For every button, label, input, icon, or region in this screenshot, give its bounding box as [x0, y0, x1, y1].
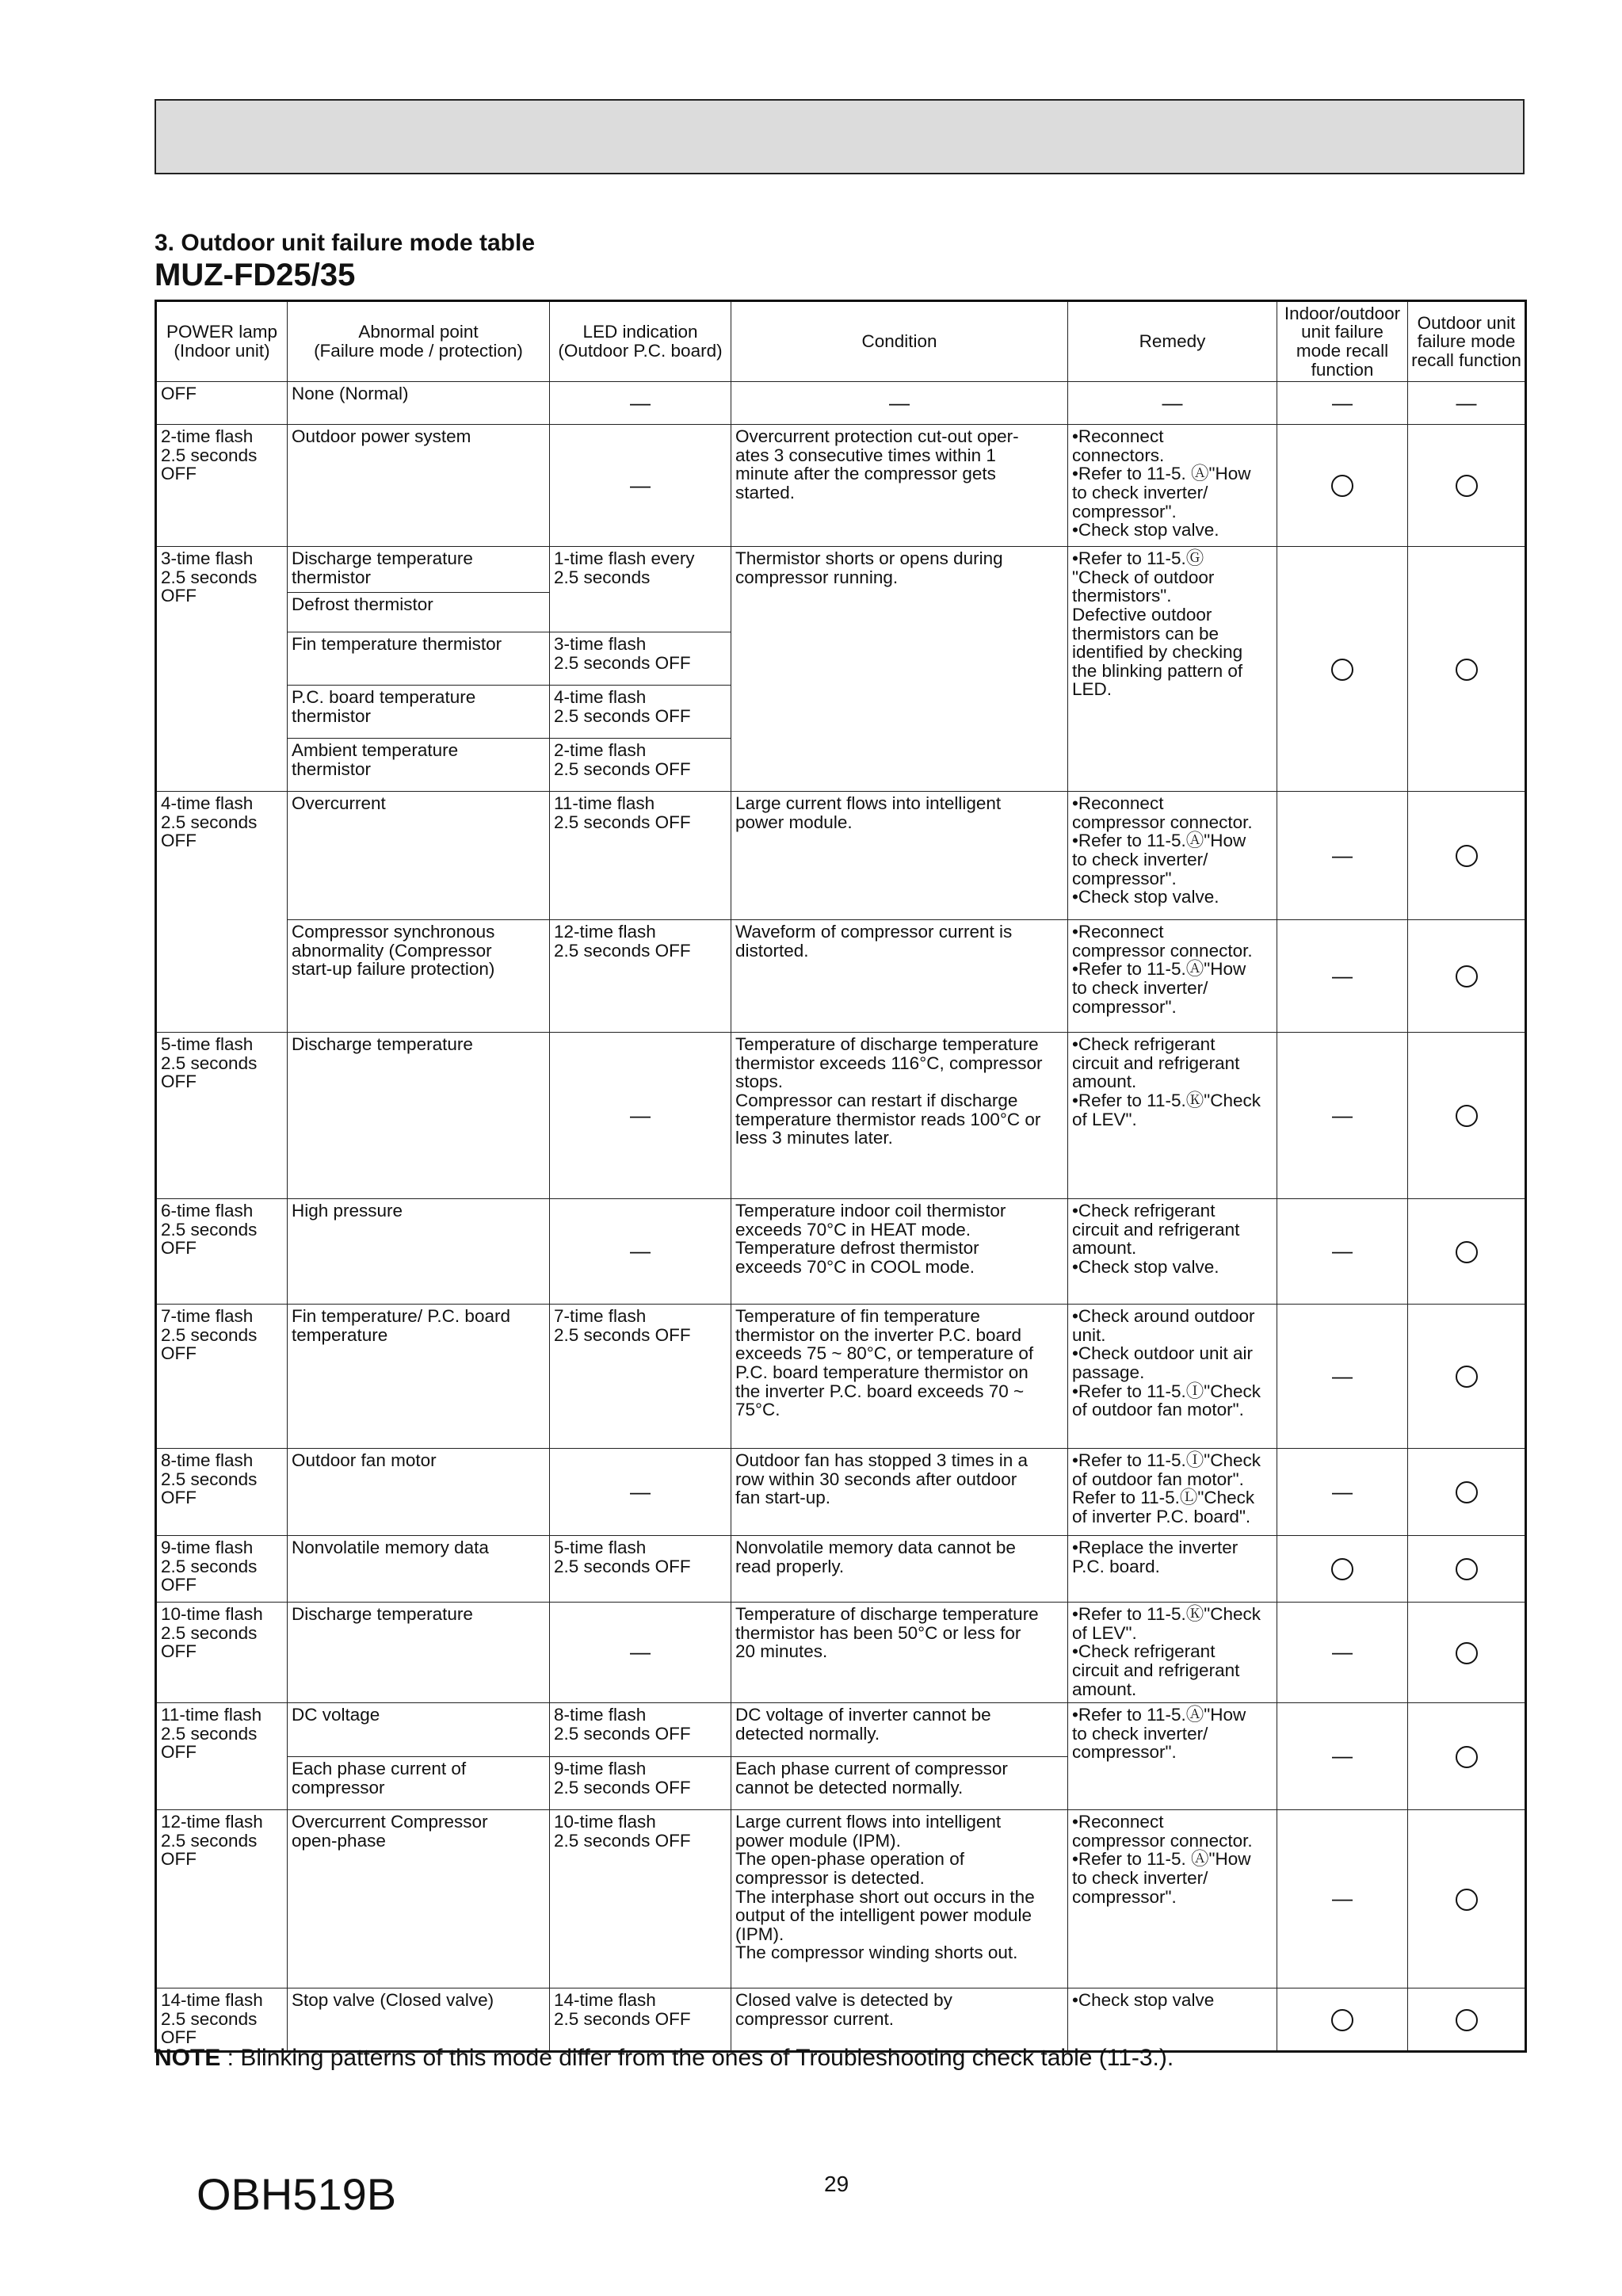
dash-mark: —	[731, 382, 1068, 425]
power-lamp-cell: 6-time flash 2.5 seconds OFF	[156, 1199, 288, 1305]
abnormal-point-cell: Each phase current of compressor	[288, 1757, 550, 1810]
led-indication-cell: 9-time flash 2.5 seconds OFF	[550, 1757, 731, 1810]
remedy-cell: •Check refrigerant circuit and refrigerant amount. •Refer to 11-5.Ⓚ"Check of LEV".	[1068, 1033, 1277, 1199]
table-row	[156, 1536, 1526, 1603]
circle-mark	[1456, 659, 1478, 681]
recall-cell	[1277, 1988, 1408, 2052]
circle-mark	[1331, 2009, 1353, 2031]
page-header-bar	[155, 99, 1525, 174]
condition-cell: Overcurrent protection cut-out oper- ates 3 consecutive times within 1 minute after the compressor gets started.	[731, 425, 1068, 547]
power-lamp-cell: 12-time flash 2.5 seconds OFF	[156, 1810, 288, 1988]
remedy-cell: •Refer to 11-5.Ⓚ"Check of LEV". •Check refrigerant circuit and refrigerant amount.	[1068, 1603, 1277, 1703]
led-indication-cell: 12-time flash 2.5 seconds OFF	[550, 920, 731, 1033]
power-lamp-cell: 11-time flash 2.5 seconds OFF	[156, 1703, 288, 1810]
abnormal-point-cell: Overcurrent Compressor open-phase	[288, 1810, 550, 1988]
recall-cell	[1408, 1199, 1526, 1305]
remedy-cell: •Reconnect compressor connector. •Refer to 11-5.Ⓐ"How to check inverter/ compressor". •Check stop valve.	[1068, 792, 1277, 920]
header-remedy: Remedy	[1068, 301, 1277, 382]
header-led-indication: LED indication (Outdoor P.C. board)	[550, 301, 731, 382]
abnormal-point-cell: Ambient temperature thermistor	[288, 739, 550, 792]
dash-mark: —	[1277, 1449, 1408, 1536]
power-lamp-cell: 7-time flash 2.5 seconds OFF	[156, 1305, 288, 1449]
circle-mark	[1456, 965, 1478, 988]
remedy-cell: •Check stop valve	[1068, 1988, 1277, 2052]
recall-cell	[1277, 1536, 1408, 1603]
dash-mark: —	[1408, 382, 1526, 425]
condition-cell: Waveform of compressor current is distorted.	[731, 920, 1068, 1033]
page-number: 29	[824, 2172, 849, 2196]
condition-cell: Nonvolatile memory data cannot be read properly.	[731, 1536, 1068, 1603]
dash-mark: —	[1277, 920, 1408, 1033]
abnormal-point-cell: Defrost thermistor	[288, 593, 550, 632]
recall-cell	[1408, 1603, 1526, 1703]
abnormal-point-cell: Outdoor power system	[288, 425, 550, 547]
condition-cell: Temperature of discharge temperature thermistor has been 50°C or less for 20 minutes.	[731, 1603, 1068, 1703]
circle-mark	[1456, 1241, 1478, 1263]
table-row	[156, 792, 1526, 920]
recall-cell	[1408, 1033, 1526, 1199]
power-lamp-cell: 3-time flash 2.5 seconds OFF	[156, 547, 288, 792]
led-indication-cell: 2-time flash 2.5 seconds OFF	[550, 739, 731, 792]
recall-cell	[1408, 425, 1526, 547]
circle-mark	[1456, 1746, 1478, 1768]
abnormal-point-cell: P.C. board temperature thermistor	[288, 686, 550, 739]
led-indication-cell: 1-time flash every 2.5 seconds	[550, 547, 731, 632]
table-row	[156, 1810, 1526, 1988]
remedy-cell: •Check around outdoor unit. •Check outdoor unit air passage. •Refer to 11-5.Ⓘ"Check of outdoor fan motor".	[1068, 1305, 1277, 1449]
dash-mark: —	[1277, 1305, 1408, 1449]
power-lamp-cell: 9-time flash 2.5 seconds OFF	[156, 1536, 288, 1603]
note-text: : Blinking patterns of this mode differ from the ones of Troubleshooting check table (11-3.).	[220, 2045, 1174, 2071]
condition-cell: DC voltage of inverter cannot be detected normally.	[731, 1703, 1068, 1757]
remedy-cell: •Replace the inverter P.C. board.	[1068, 1536, 1277, 1603]
abnormal-point-cell: High pressure	[288, 1199, 550, 1305]
circle-mark	[1331, 1558, 1353, 1580]
abnormal-point-cell: Outdoor fan motor	[288, 1449, 550, 1536]
circle-mark	[1456, 1642, 1478, 1664]
led-indication-cell: 14-time flash 2.5 seconds OFF	[550, 1988, 731, 2052]
dash-mark: —	[550, 1449, 731, 1536]
recall-cell	[1408, 920, 1526, 1033]
recall-cell	[1408, 1305, 1526, 1449]
dash-mark: —	[1068, 382, 1277, 425]
table-note	[155, 2045, 1525, 2072]
model-title: MUZ-FD25/35	[155, 258, 356, 292]
remedy-cell: •Refer to 11-5.Ⓐ"How to check inverter/ compressor".	[1068, 1703, 1277, 1810]
recall-cell	[1408, 1703, 1526, 1810]
remedy-cell: •Refer to 11-5.Ⓘ"Check of outdoor fan motor". Refer to 11-5.Ⓛ"Check of inverter P.C. board".	[1068, 1449, 1277, 1536]
circle-mark	[1456, 1558, 1478, 1580]
led-indication-cell: 5-time flash 2.5 seconds OFF	[550, 1536, 731, 1603]
dash-mark: —	[550, 1033, 731, 1199]
remedy-cell: •Check refrigerant circuit and refrigerant amount. •Check stop valve.	[1068, 1199, 1277, 1305]
abnormal-point-cell: Stop valve (Closed valve)	[288, 1988, 550, 2052]
circle-mark	[1456, 1366, 1478, 1388]
header-indoor-recall: Indoor/outdoor unit failure mode recall function	[1277, 301, 1408, 382]
condition-cell: Closed valve is detected by compressor current.	[731, 1988, 1068, 2052]
condition-cell: Each phase current of compressor cannot be detected normally.	[731, 1757, 1068, 1810]
header-power-lamp: POWER lamp (Indoor unit)	[156, 301, 288, 382]
abnormal-point-cell: None (Normal)	[288, 382, 550, 425]
note-label: NOTE	[155, 2045, 221, 2071]
recall-cell	[1408, 1536, 1526, 1603]
circle-mark	[1331, 659, 1353, 681]
dash-mark: —	[1277, 1033, 1408, 1199]
table-row	[156, 547, 1526, 593]
dash-mark: —	[1277, 1603, 1408, 1703]
power-lamp-cell: 10-time flash 2.5 seconds OFF	[156, 1603, 288, 1703]
dash-mark: —	[550, 382, 731, 425]
condition-cell: Thermistor shorts or opens during compressor running.	[731, 547, 1068, 792]
power-lamp-cell: 14-time flash 2.5 seconds OFF	[156, 1988, 288, 2052]
dash-mark: —	[1277, 792, 1408, 920]
dash-mark: —	[1277, 1199, 1408, 1305]
dash-mark: —	[550, 1603, 731, 1703]
recall-cell	[1408, 792, 1526, 920]
recall-cell	[1408, 547, 1526, 792]
circle-mark	[1456, 1481, 1478, 1503]
table-row	[156, 425, 1526, 547]
circle-mark	[1456, 1105, 1478, 1127]
table-row	[156, 1988, 1526, 2052]
recall-cell	[1408, 1449, 1526, 1536]
abnormal-point-cell: Discharge temperature	[288, 1603, 550, 1703]
remedy-cell: •Reconnect compressor connector. •Refer to 11-5. Ⓐ"How to check inverter/ compressor".	[1068, 1810, 1277, 1988]
abnormal-point-cell: DC voltage	[288, 1703, 550, 1757]
header-condition: Condition	[731, 301, 1068, 382]
led-indication-cell: 4-time flash 2.5 seconds OFF	[550, 686, 731, 739]
led-indication-cell: 10-time flash 2.5 seconds OFF	[550, 1810, 731, 1988]
table-header-row	[156, 301, 1526, 382]
dash-mark: —	[550, 425, 731, 547]
circle-mark	[1331, 475, 1353, 497]
condition-cell: Large current flows into intelligent power module.	[731, 792, 1068, 920]
remedy-cell: •Reconnect connectors. •Refer to 11-5. Ⓐ"How to check inverter/ compressor". •Check stop valve.	[1068, 425, 1277, 547]
condition-cell: Temperature indoor coil thermistor exceeds 70°C in HEAT mode. Temperature defrost thermistor exceeds 70°C in COOL mode.	[731, 1199, 1068, 1305]
power-lamp-cell: OFF	[156, 382, 288, 425]
recall-cell	[1408, 1988, 1526, 2052]
table-row	[156, 1449, 1526, 1536]
circle-mark	[1456, 845, 1478, 867]
circle-mark	[1456, 1889, 1478, 1911]
section-title: 3. Outdoor unit failure mode table	[155, 230, 536, 256]
table-row	[156, 1033, 1526, 1199]
table-row	[156, 1703, 1526, 1757]
circle-mark	[1456, 2009, 1478, 2031]
abnormal-point-cell: Discharge temperature	[288, 1033, 550, 1199]
recall-cell	[1277, 425, 1408, 547]
dash-mark: —	[550, 1199, 731, 1305]
remedy-cell: •Refer to 11-5.Ⓖ "Check of outdoor thermistors". Defective outdoor thermistors can be identified by checking the blinking pattern of LED.	[1068, 547, 1277, 792]
table-row	[156, 920, 1526, 1033]
abnormal-point-cell: Overcurrent	[288, 792, 550, 920]
failure-mode-table	[155, 300, 1527, 2053]
led-indication-cell: 3-time flash 2.5 seconds OFF	[550, 632, 731, 686]
led-indication-cell: 8-time flash 2.5 seconds OFF	[550, 1703, 731, 1757]
header-abnormal-point: Abnormal point (Failure mode / protection)	[288, 301, 550, 382]
abnormal-point-cell: Discharge temperature thermistor	[288, 547, 550, 593]
power-lamp-cell: 5-time flash 2.5 seconds OFF	[156, 1033, 288, 1199]
power-lamp-cell: 8-time flash 2.5 seconds OFF	[156, 1449, 288, 1536]
condition-cell: Temperature of fin temperature thermistor on the inverter P.C. board exceeds 75 ~ 80°C, or temperature of P.C. board temperature thermistor on the inverter P.C. board exceeds 70 ~ 75°C.	[731, 1305, 1068, 1449]
document-code: OBH519B	[197, 2169, 397, 2219]
abnormal-point-cell: Fin temperature thermistor	[288, 632, 550, 686]
table-row	[156, 1199, 1526, 1305]
led-indication-cell: 11-time flash 2.5 seconds OFF	[550, 792, 731, 920]
power-lamp-cell: 2-time flash 2.5 seconds OFF	[156, 425, 288, 547]
abnormal-point-cell: Compressor synchronous abnormality (Compressor start-up failure protection)	[288, 920, 550, 1033]
abnormal-point-cell: Fin temperature/ P.C. board temperature	[288, 1305, 550, 1449]
condition-cell: Temperature of discharge temperature thermistor exceeds 116°C, compressor stops. Compressor can restart if discharge temperature thermistor reads 100°C or less 3 minutes later.	[731, 1033, 1068, 1199]
condition-cell: Outdoor fan has stopped 3 times in a row within 30 seconds after outdoor fan start-up.	[731, 1449, 1068, 1536]
abnormal-point-cell: Nonvolatile memory data	[288, 1536, 550, 1603]
header-outdoor-recall: Outdoor unit failure mode recall function	[1408, 301, 1526, 382]
table-row	[156, 1603, 1526, 1703]
circle-mark	[1456, 475, 1478, 497]
led-indication-cell: 7-time flash 2.5 seconds OFF	[550, 1305, 731, 1449]
recall-cell	[1408, 1810, 1526, 1988]
dash-mark: —	[1277, 1703, 1408, 1810]
dash-mark: —	[1277, 1810, 1408, 1988]
table-row	[156, 382, 1526, 425]
table-row	[156, 1305, 1526, 1449]
power-lamp-cell: 4-time flash 2.5 seconds OFF	[156, 792, 288, 1033]
recall-cell	[1277, 547, 1408, 792]
dash-mark: —	[1277, 382, 1408, 425]
remedy-cell: •Reconnect compressor connector. •Refer to 11-5.Ⓐ"How to check inverter/ compressor".	[1068, 920, 1277, 1033]
condition-cell: Large current flows into intelligent power module (IPM). The open-phase operation of compressor is detected. The interphase short out occurs in the output of the intelligent power module (IPM). The compressor winding shorts out.	[731, 1810, 1068, 1988]
